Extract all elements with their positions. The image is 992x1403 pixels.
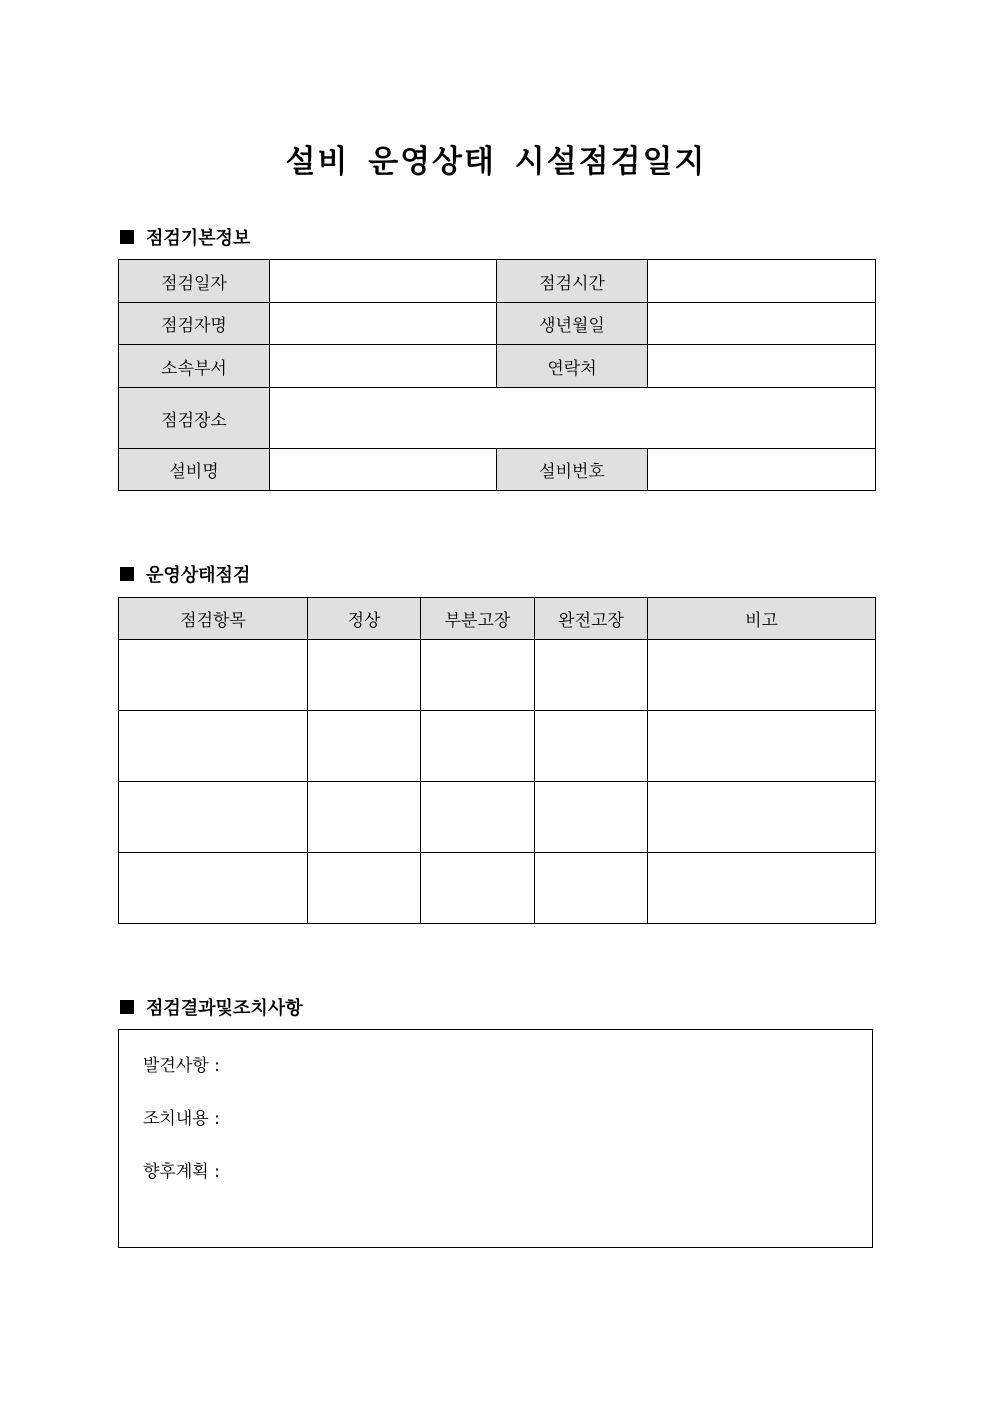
header-partial-failure: 부분고장 bbox=[421, 598, 535, 640]
cell-remarks[interactable] bbox=[648, 711, 876, 782]
field-inspection-date[interactable] bbox=[270, 260, 497, 303]
section-heading-result-action bbox=[120, 994, 303, 1020]
label-equipment-name: 설비명 bbox=[119, 449, 270, 491]
cell-remarks[interactable] bbox=[648, 782, 876, 853]
header-remarks: 비고 bbox=[648, 598, 876, 640]
cell-check-item[interactable] bbox=[119, 782, 308, 853]
square-bullet-icon bbox=[120, 230, 134, 244]
table-row bbox=[119, 853, 876, 924]
field-equipment-name[interactable] bbox=[270, 449, 497, 491]
label-contact: 연락처 bbox=[497, 345, 648, 388]
field-birth-date[interactable] bbox=[648, 303, 876, 345]
cell-check-item[interactable] bbox=[119, 640, 308, 711]
header-complete-failure: 완전고장 bbox=[535, 598, 648, 640]
label-inspection-time: 점검시간 bbox=[497, 260, 648, 303]
cell-complete-failure[interactable] bbox=[535, 640, 648, 711]
cell-complete-failure[interactable] bbox=[535, 853, 648, 924]
field-location[interactable] bbox=[270, 388, 876, 449]
field-contact[interactable] bbox=[648, 345, 876, 388]
label-department: 소속부서 bbox=[119, 345, 270, 388]
section-heading-basic-info bbox=[120, 224, 250, 250]
findings-label: 발견사항 : bbox=[143, 1056, 220, 1076]
cell-normal[interactable] bbox=[308, 782, 421, 853]
label-location: 점검장소 bbox=[119, 388, 270, 449]
cell-partial-failure[interactable] bbox=[421, 782, 535, 853]
result-action-box[interactable] bbox=[118, 1029, 873, 1248]
cell-normal[interactable] bbox=[308, 640, 421, 711]
cell-partial-failure[interactable] bbox=[421, 853, 535, 924]
cell-complete-failure[interactable] bbox=[535, 782, 648, 853]
square-bullet-icon bbox=[120, 1000, 134, 1014]
label-equipment-number: 설비번호 bbox=[497, 449, 648, 491]
table-row bbox=[119, 640, 876, 711]
cell-remarks[interactable] bbox=[648, 640, 876, 711]
field-department[interactable] bbox=[270, 345, 497, 388]
header-check-item: 점검항목 bbox=[119, 598, 308, 640]
header-normal: 정상 bbox=[308, 598, 421, 640]
square-bullet-icon bbox=[120, 567, 134, 581]
label-inspection-date: 점검일자 bbox=[119, 260, 270, 303]
operation-check-table bbox=[118, 597, 876, 924]
future-plan-label: 향후계획 : bbox=[143, 1162, 220, 1182]
table-row bbox=[119, 711, 876, 782]
basic-info-table bbox=[118, 259, 876, 491]
section-heading-label: 점검기본정보 bbox=[146, 228, 251, 249]
cell-normal[interactable] bbox=[308, 853, 421, 924]
cell-normal[interactable] bbox=[308, 711, 421, 782]
section-heading-label: 운영상태점검 bbox=[146, 565, 251, 586]
cell-check-item[interactable] bbox=[119, 711, 308, 782]
field-inspection-time[interactable] bbox=[648, 260, 876, 303]
cell-remarks[interactable] bbox=[648, 853, 876, 924]
section-heading-label: 점검결과및조치사항 bbox=[146, 998, 303, 1019]
cell-complete-failure[interactable] bbox=[535, 711, 648, 782]
section-heading-operation-check bbox=[120, 561, 250, 587]
cell-check-item[interactable] bbox=[119, 853, 308, 924]
page-title: 설비 운영상태 시설점검일지 bbox=[285, 144, 707, 180]
cell-partial-failure[interactable] bbox=[421, 640, 535, 711]
label-birth-date: 생년월일 bbox=[497, 303, 648, 345]
cell-partial-failure[interactable] bbox=[421, 711, 535, 782]
label-inspector-name: 점검자명 bbox=[119, 303, 270, 345]
field-equipment-number[interactable] bbox=[648, 449, 876, 491]
field-inspector-name[interactable] bbox=[270, 303, 497, 345]
actions-label: 조치내용 : bbox=[143, 1109, 220, 1129]
table-row bbox=[119, 782, 876, 853]
